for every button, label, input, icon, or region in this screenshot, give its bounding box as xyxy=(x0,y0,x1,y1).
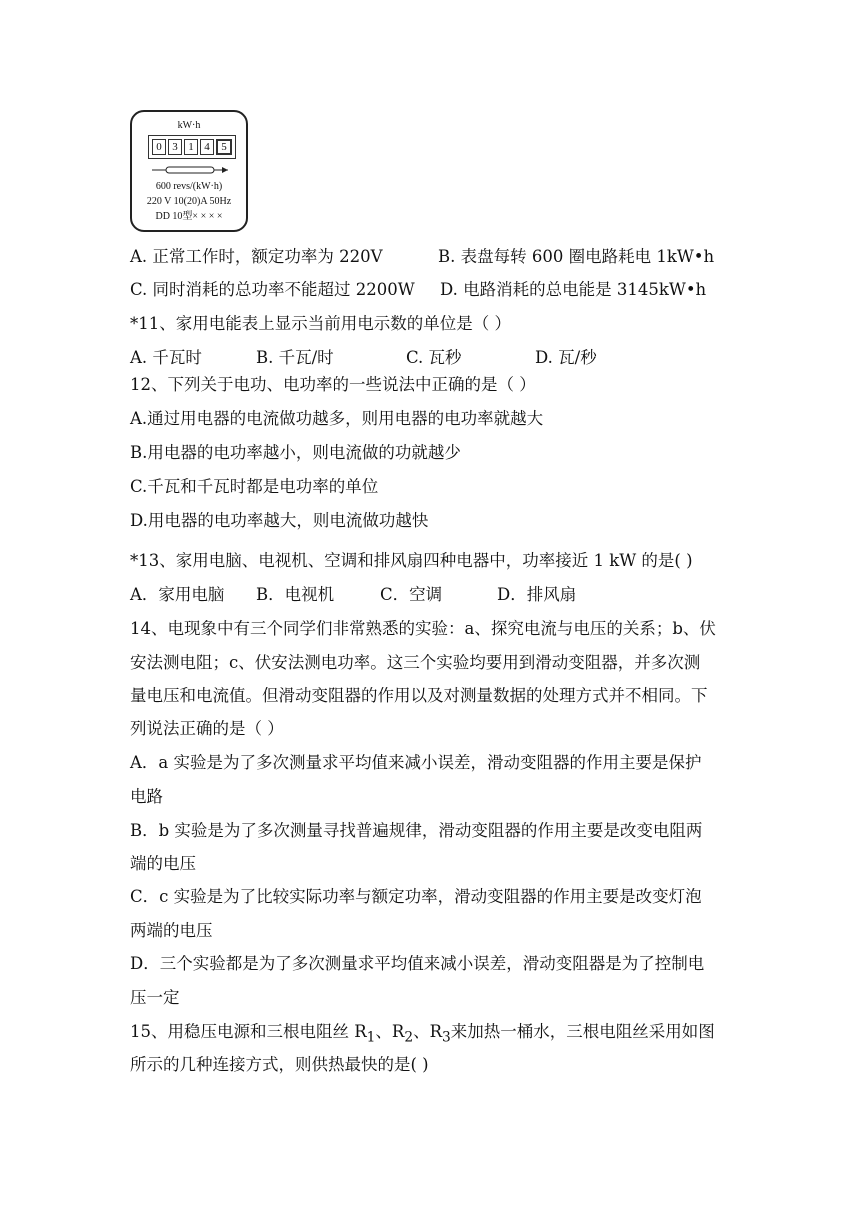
q15-stem-line1 xyxy=(130,1021,715,1048)
q11-option-c: C. 瓦秒 xyxy=(406,348,462,367)
q15-text: 来加热一桶水，三根电阻丝采用如图 xyxy=(450,1022,715,1041)
q15-stem-line2: 所示的几种连接方式，则供热最快的是( ) xyxy=(130,1055,429,1074)
q12-option-d: D.用电器的电功率越大，则电流做功越快 xyxy=(130,511,429,530)
q14-stem-line3: 量电压和电流值。但滑动变阻器的作用以及对测量数据的处理方式并不相同。下 xyxy=(130,686,708,705)
q14-option-b-line2: 端的电压 xyxy=(130,854,196,873)
meter-digit-decimal: 5 xyxy=(216,139,232,155)
q14-option-d-line2: 压一定 xyxy=(130,988,180,1007)
q14-stem-line1: 14、电现象中有三个同学们非常熟悉的实验：a、探究电流与电压的关系；b、伏 xyxy=(130,619,716,638)
q10-option-a: A. 正常工作时，额定功率为 220V xyxy=(130,247,383,266)
q14-option-a-line1: A．a 实验是为了多次测量求平均值来减小误差，滑动变阻器的作用主要是保护 xyxy=(130,753,702,772)
q14-stem-line2: 安法测电阻；c、伏安法测电功率。这三个实验均要用到滑动变阻器，并多次测 xyxy=(130,653,701,672)
meter-digit: 1 xyxy=(184,139,198,155)
q15-subscript: 1 xyxy=(366,1029,376,1046)
q14-option-c-line2: 两端的电压 xyxy=(130,921,213,940)
q15-text: 、R xyxy=(413,1022,443,1041)
meter-unit-label: kW·h xyxy=(177,120,201,131)
q15-text: 、R xyxy=(375,1022,405,1041)
q12-option-b: B.用电器的电功率越小，则电流做的功就越少 xyxy=(130,443,461,462)
electricity-meter-figure xyxy=(130,110,248,232)
meter-rotating-disk-icon xyxy=(152,166,230,174)
meter-digit: 0 xyxy=(152,139,166,155)
q14-option-d-line1: D．三个实验都是为了多次测量求平均值来减小误差，滑动变阻器是为了控制电 xyxy=(130,954,705,973)
q15-subscript: 2 xyxy=(404,1029,414,1046)
meter-spec-model: DD 10型× × × × xyxy=(155,211,223,222)
meter-digit: 4 xyxy=(200,139,214,155)
q10-option-b: B. 表盘每转 600 圈电路耗电 1kW•h xyxy=(438,247,715,266)
q10-option-d: D. 电路消耗的总电能是 3145kW•h xyxy=(440,280,707,299)
q13-option-a: A．家用电脑 xyxy=(130,585,225,604)
meter-digit-window xyxy=(148,135,236,159)
q15-text: 15、用稳压电源和三根电阻丝 R xyxy=(130,1022,367,1041)
q14-option-c-line1: C．c 实验是为了比较实际功率与额定功率，滑动变阻器的作用主要是改变灯泡 xyxy=(130,887,702,906)
q14-option-b-line1: B．b 实验是为了多次测量寻找普遍规律，滑动变阻器的作用主要是改变电阻两 xyxy=(130,821,703,840)
meter-digit: 3 xyxy=(168,139,182,155)
q12-stem: 12、下列关于电功、电功率的一些说法中正确的是（ ） xyxy=(130,375,536,394)
q13-stem: *13、家用电脑、电视机、空调和排风扇四种电器中，功率接近 1 kW 的是( ) xyxy=(130,551,693,570)
q12-option-c: C.千瓦和千瓦时都是电功率的单位 xyxy=(130,477,379,496)
q13-option-d: D．排风扇 xyxy=(497,585,577,604)
q11-option-a: A. 千瓦时 xyxy=(130,348,202,367)
q12-option-a: A.通过用电器的电流做功越多，则用电器的电功率就越大 xyxy=(130,409,544,428)
q11-stem: *11、家用电能表上显示当前用电示数的单位是（ ） xyxy=(130,314,511,333)
meter-spec-revs: 600 revs/(kW·h) xyxy=(155,181,223,192)
q11-option-b: B. 千瓦/时 xyxy=(256,348,334,367)
q14-option-a-line2: 电路 xyxy=(130,787,163,806)
q11-option-d: D. 瓦/秒 xyxy=(535,348,597,367)
meter-spec-rating: 220 V 10(20)A 50Hz xyxy=(146,196,232,207)
q15-subscript: 3 xyxy=(442,1029,451,1046)
q10-option-c: C. 同时消耗的总功率不能超过 2200W xyxy=(130,280,415,299)
q14-stem-line4: 列说法正确的是（ ） xyxy=(130,719,284,738)
q13-option-b: B．电视机 xyxy=(256,585,335,604)
q13-option-c: C．空调 xyxy=(380,585,443,604)
